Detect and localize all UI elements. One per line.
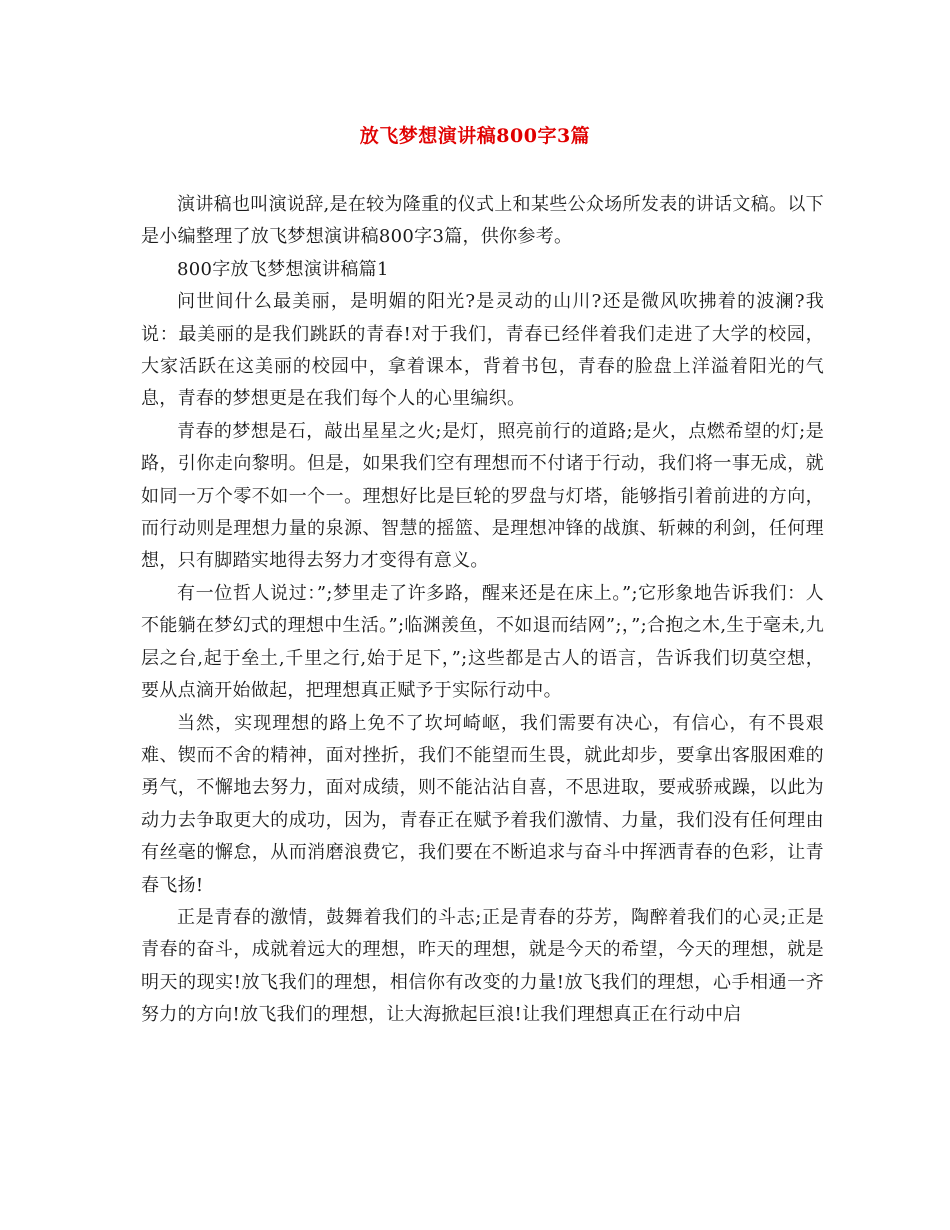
body-paragraph: 青春的梦想是石，敲出星星之火;是灯，照亮前行的道路;是火，点燃希望的灯;是路，引你走向黎明。但是，如果我们空有理想而不付诸于行动，我们将一事无成，就如同一万个零不如一个一。理想好比是巨轮的罗盘与灯塔，能够指引着前进的方向，而行动则是理想力量的泉源、智慧的摇篮、是理想冲锋的战旗、斩棘的利剑，任何理想，只有脚踏实地得去努力才变得有意义。 [141,420,824,572]
body-paragraph: 问世间什么最美丽，是明媚的阳光?是灵动的山川?还是微风吹拂着的波澜?我说：最美丽的是我们跳跃的青春!对于我们，青春已经伴着我们走进了大学的校园，大家活跃在这美丽的校园中，拿着课本，背着书包，青春的脸盘上洋溢着阳光的气息，青春的梦想更是在我们每个人的心里编织。 [141,291,824,410]
intro-paragraph: 演讲稿也叫演说辞,是在较为隆重的仪式上和某些公众场所发表的讲话文稿。以下是小编整理了放飞梦想演讲稿800字3篇，供你参考。 [141,194,824,248]
section-heading: 800字放飞梦想演讲稿篇1 [177,258,389,280]
body-paragraph: 有一位哲人说过：”;梦里走了许多路，醒来还是在床上。”;它形象地告诉我们：人不能躺在梦幻式的理想中生活。”;临渊羡鱼，不如退而结网”;，”;合抱之木,生于毫未,九层之台,起于垒土,千里之行,始于足下，”;这些都是古人的语言，告诉我们切莫空想，要从点滴开始做起，把理想真正赋予于实际行动中。 [141,582,824,702]
document-title: 放飞梦想演讲稿800字3篇 [359,125,591,147]
body-paragraph: 当然，实现理想的路上免不了坎坷崎岖，我们需要有决心，有信心，有不畏艰难、锲而不舍的精神，面对挫折，我们不能望而生畏，就此却步，要拿出客服困难的勇气，不懈地去努力，面对成绩，则不能沾沾自喜，不思进取，要戒骄戒躁，以此为动力去争取更大的成功，因为，青春正在赋予着我们激情、力量，我们没有任何理由有丝毫的懈怠，从而消磨浪费它，我们要在不断追求与奋斗中挥洒青春的色彩，让青春飞扬! [141,712,824,896]
body-paragraph: 正是青春的激情，鼓舞着我们的斗志;正是青春的芬芳，陶醉着我们的心灵;正是青春的奋斗，成就着远大的理想，昨天的理想，就是今天的希望，今天的理想，就是明天的现实!放飞我们的理想，相信你有改变的力量!放飞我们的理想，心手相通一齐努力的方向!放飞我们的理想，让大海掀起巨浪!让我们理想真正在行动中启 [141,906,824,1026]
document-body [141,189,824,1032]
